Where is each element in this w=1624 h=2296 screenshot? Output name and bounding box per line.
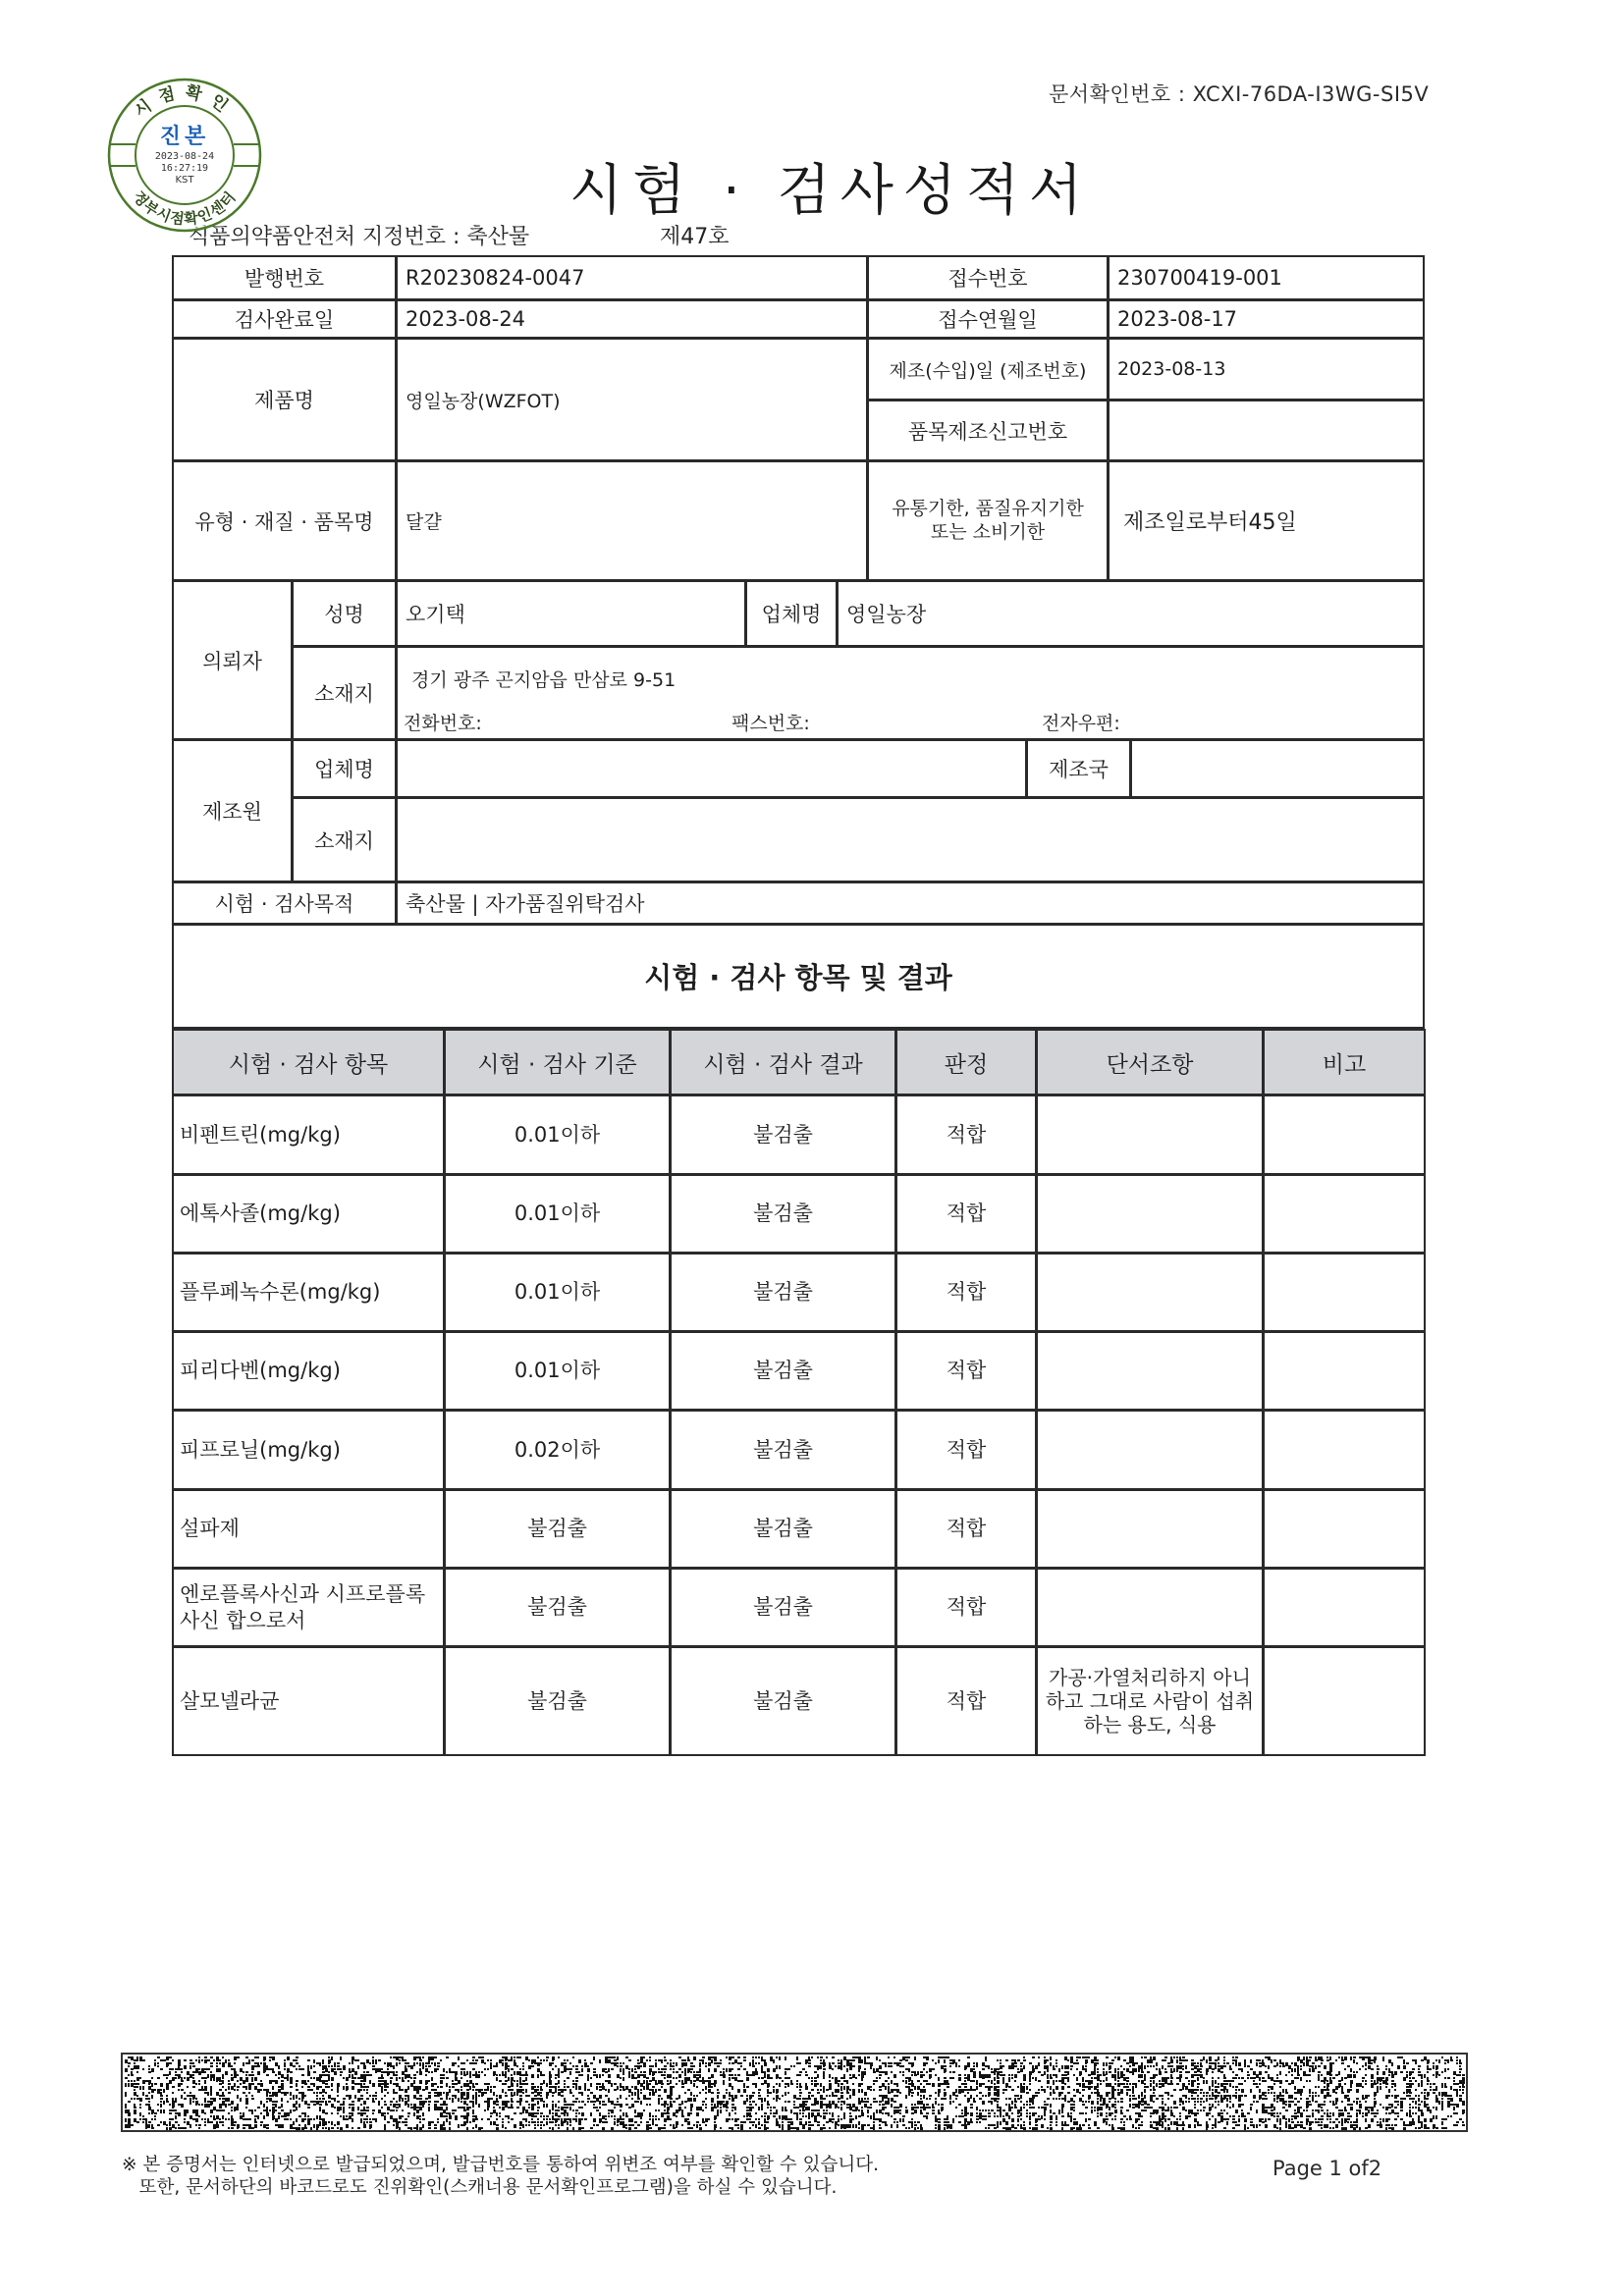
receipt-no-label: 접수번호 [867, 255, 1109, 300]
result-cell-judgement: 적합 [895, 1174, 1037, 1254]
column-header-item: 시험 · 검사 항목 [172, 1029, 445, 1095]
notice-line-1: ※ 본 증명서는 인터넷으로 발급되었으며, 발급번호를 통하여 위변조 여부를 확인할 수 있습니다. [122, 2155, 880, 2175]
result-cell-item: 살모넬라균 [172, 1646, 445, 1756]
result-cell-note [1263, 1174, 1426, 1254]
result-cell-judgement: 적합 [895, 1568, 1037, 1647]
result-cell-note [1263, 1568, 1426, 1647]
result-cell-standard: 0.01이하 [444, 1331, 671, 1411]
issue-no-value: R20230824-0047 [396, 255, 868, 300]
client-address-label: 소재지 [292, 646, 397, 740]
manufacturer-address-value [396, 797, 1425, 882]
stamp-time: 16:27:19 [160, 163, 209, 174]
result-cell-result: 불검출 [670, 1410, 896, 1490]
result-cell-proviso: 가공·가열처리하지 아니하고 그대로 사람이 섭취하는 용도, 식용 [1036, 1646, 1264, 1756]
result-cell-note [1263, 1410, 1426, 1490]
result-cell-proviso [1036, 1331, 1264, 1411]
purpose-label: 시험 · 검사목적 [172, 881, 397, 925]
expiry-label-line1: 유통기한, 품질유지기한 [892, 497, 1084, 519]
client-phone-label: 전화번호: [404, 713, 482, 734]
result-cell-standard: 불검출 [444, 1489, 671, 1569]
result-cell-result: 불검출 [670, 1174, 896, 1254]
stamp-top-text: 시점확인 [131, 81, 239, 122]
column-header-proviso: 단서조항 [1036, 1029, 1264, 1095]
purpose-value: 축산물 | 자가품질위탁검사 [396, 881, 1425, 925]
result-cell-result: 불검출 [670, 1095, 896, 1175]
result-cell-judgement: 적합 [895, 1253, 1037, 1332]
result-cell-standard: 0.02이하 [444, 1410, 671, 1490]
receipt-date-label: 접수연월일 [867, 299, 1109, 339]
column-header-note: 비고 [1263, 1029, 1426, 1095]
result-cell-item: 비펜트린(mg/kg) [172, 1095, 445, 1175]
result-cell-judgement: 적합 [895, 1489, 1037, 1569]
manufacturer-country-label: 제조국 [1026, 739, 1131, 798]
result-cell-item: 피리다벤(mg/kg) [172, 1331, 445, 1411]
result-cell-item: 에톡사졸(mg/kg) [172, 1174, 445, 1254]
document-check-separator: : [1170, 82, 1193, 106]
authenticity-stamp [106, 77, 263, 234]
column-header-standard: 시험 · 검사 기준 [444, 1029, 671, 1095]
client-company-label: 업체명 [745, 580, 838, 647]
result-cell-item: 엔로플록사신과 시프로플록사신 합으로서 [172, 1568, 445, 1647]
stamp-center-text: 진본 [159, 125, 210, 149]
result-cell-proviso [1036, 1410, 1264, 1490]
manufacturer-company-label: 업체명 [292, 739, 397, 798]
result-cell-note [1263, 1095, 1426, 1175]
report-no-label: 품목제조신고번호 [867, 400, 1109, 461]
column-header-result: 시험 · 검사 결과 [670, 1029, 896, 1095]
report-no-value [1108, 400, 1425, 461]
document-check-value: XCXI-76DA-I3WG-SI5V [1192, 82, 1430, 106]
stamp-seal-icon [106, 77, 263, 234]
result-cell-note [1263, 1331, 1426, 1411]
receipt-date-value: 2023-08-17 [1108, 299, 1425, 339]
verification-barcode [121, 2053, 1468, 2132]
result-cell-standard: 0.01이하 [444, 1174, 671, 1254]
result-cell-judgement: 적합 [895, 1410, 1037, 1490]
issue-no-label: 발행번호 [172, 255, 397, 300]
manufacturer-country-value [1130, 739, 1425, 798]
result-cell-proviso [1036, 1253, 1264, 1332]
result-cell-judgement: 적합 [895, 1331, 1037, 1411]
footer-notice [122, 2154, 879, 2199]
result-cell-standard: 0.01이하 [444, 1253, 671, 1332]
result-cell-result: 불검출 [670, 1253, 896, 1332]
completion-date-value: 2023-08-24 [396, 299, 868, 339]
manufacturer-address-label: 소재지 [292, 797, 397, 882]
type-value: 달걀 [396, 460, 868, 581]
barcode-pattern-icon [123, 2055, 1466, 2130]
result-cell-result: 불검출 [670, 1568, 896, 1647]
expiry-value: 제조일로부터45일 [1108, 460, 1425, 581]
client-name-label: 성명 [292, 580, 397, 647]
product-name-value: 영일농장(WZFOT) [396, 338, 868, 461]
notice-line-2: 또한, 문서하단의 바코드로도 진위확인(스캐너용 문서확인프로그램)을 하실 수 있습니다. [122, 2177, 838, 2198]
result-cell-judgement: 적합 [895, 1095, 1037, 1175]
client-fax-label: 팩스번호: [731, 713, 810, 734]
expiry-label [867, 460, 1109, 581]
stamp-bottom-text: 정부시점확인센터 [129, 187, 241, 229]
column-header-judgement: 판정 [895, 1029, 1037, 1095]
stamp-date: 2023-08-24 [154, 151, 215, 162]
receipt-no-value: 230700419-001 [1108, 255, 1425, 300]
result-cell-result: 불검출 [670, 1646, 896, 1756]
result-cell-note [1263, 1646, 1426, 1756]
result-cell-result: 불검출 [670, 1489, 896, 1569]
stamp-timezone: KST [175, 175, 194, 186]
result-cell-proviso [1036, 1174, 1264, 1254]
result-cell-standard: 불검출 [444, 1568, 671, 1647]
result-cell-standard: 불검출 [444, 1646, 671, 1756]
manufacturer-section-label: 제조원 [172, 739, 293, 882]
client-company-value: 영일농장 [837, 580, 1425, 647]
manufacturer-company-value [396, 739, 1027, 798]
client-name-value: 오기택 [396, 580, 746, 647]
expiry-label-line2: 또는 소비기한 [930, 520, 1046, 543]
result-cell-item: 설파제 [172, 1489, 445, 1569]
completion-date-label: 검사완료일 [172, 299, 397, 339]
designation-text: 식품의약품안전처 지정번호 : 축산물 [189, 225, 530, 249]
document-check-label: 문서확인번호 [1049, 82, 1171, 106]
document-check-number [1049, 79, 1429, 108]
result-cell-item: 피프로닐(mg/kg) [172, 1410, 445, 1490]
result-cell-standard: 0.01이하 [444, 1095, 671, 1175]
page-title: 시험 · 검사성적서 [569, 159, 1093, 223]
type-label: 유형 · 재질 · 품목명 [172, 460, 397, 581]
results-section-title: 시험 · 검사 항목 및 결과 [172, 924, 1425, 1029]
designation-number: 제47호 [660, 225, 730, 249]
client-address-cell [396, 646, 1425, 740]
client-email-label: 전자우편: [1042, 713, 1120, 734]
mfg-date-label: 제조(수입)일 (제조번호) [867, 338, 1109, 400]
client-section-label: 의뢰자 [172, 580, 293, 740]
result-cell-note [1263, 1253, 1426, 1332]
result-cell-proviso [1036, 1489, 1264, 1569]
page-number: Page 1 of2 [1272, 2157, 1382, 2180]
result-cell-note [1263, 1489, 1426, 1569]
result-cell-proviso [1036, 1568, 1264, 1647]
result-cell-judgement: 적합 [895, 1646, 1037, 1756]
mfg-date-value: 2023-08-13 [1108, 338, 1425, 400]
product-name-label: 제품명 [172, 338, 397, 461]
result-cell-item: 플루페녹수론(mg/kg) [172, 1253, 445, 1332]
result-cell-result: 불검출 [670, 1331, 896, 1411]
client-address-value: 경기 광주 곤지암읍 만삼로 9-51 [411, 669, 677, 691]
result-cell-proviso [1036, 1095, 1264, 1175]
